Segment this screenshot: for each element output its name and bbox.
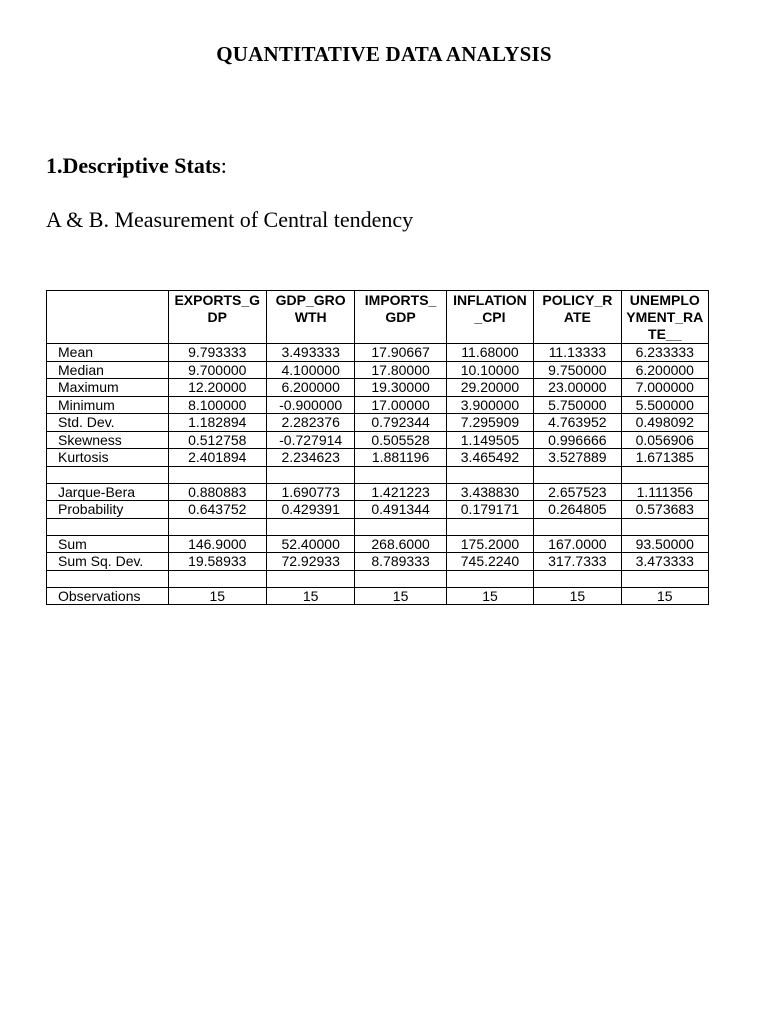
table-cell: 0.792344 [355, 414, 446, 432]
column-header [47, 291, 169, 344]
table-cell: 15 [621, 587, 708, 605]
table-cell: 268.6000 [355, 535, 446, 553]
table-row [47, 431, 709, 449]
table-cell: 9.750000 [534, 361, 621, 379]
table-cell [534, 466, 621, 483]
table-cell: 5.750000 [534, 396, 621, 414]
row-label: Probability [47, 501, 169, 519]
table-cell [534, 570, 621, 587]
table-cell [168, 518, 266, 535]
table-cell: 0.573683 [621, 501, 708, 519]
table-cell: 0.505528 [355, 431, 446, 449]
table-cell [168, 570, 266, 587]
table-body [47, 344, 709, 605]
column-header: UNEMPLOYMENT_RATE__ [621, 291, 708, 344]
table-row [47, 449, 709, 467]
row-label: Std. Dev. [47, 414, 169, 432]
table-cell: 167.0000 [534, 535, 621, 553]
table-cell [621, 518, 708, 535]
table-cell: 4.100000 [266, 361, 354, 379]
table-cell: 146.9000 [168, 535, 266, 553]
page-title: QUANTITATIVE DATA ANALYSIS [216, 42, 552, 66]
table-cell: 29.20000 [446, 379, 533, 397]
table-cell: 1.182894 [168, 414, 266, 432]
table-cell: 317.7333 [534, 553, 621, 571]
row-label: Sum Sq. Dev. [47, 553, 169, 571]
table-cell [355, 570, 446, 587]
row-label: Mean [47, 344, 169, 362]
table-row [47, 553, 709, 571]
table-cell: 3.493333 [266, 344, 354, 362]
table-cell: 0.179171 [446, 501, 533, 519]
table-cell: 2.401894 [168, 449, 266, 467]
table-cell: 6.200000 [621, 361, 708, 379]
column-header: IMPORTS_GDP [355, 291, 446, 344]
table-cell: 15 [534, 587, 621, 605]
table-row [47, 535, 709, 553]
table-row [47, 587, 709, 605]
table-cell: 19.58933 [168, 553, 266, 571]
table-cell: 7.295909 [446, 414, 533, 432]
table-cell: 4.763952 [534, 414, 621, 432]
table-cell: 3.438830 [446, 483, 533, 501]
table-cell: 2.234623 [266, 449, 354, 467]
table-cell: 0.264805 [534, 501, 621, 519]
table-row [47, 466, 709, 483]
table-cell: 0.880883 [168, 483, 266, 501]
table-cell [168, 466, 266, 483]
table-cell: 11.13333 [534, 344, 621, 362]
table-cell: 23.00000 [534, 379, 621, 397]
descriptive-stats-table [46, 290, 709, 605]
table-cell: 1.881196 [355, 449, 446, 467]
row-label: Observations [47, 587, 169, 605]
table-header-row [47, 291, 709, 344]
table-cell: 15 [355, 587, 446, 605]
table-cell [266, 570, 354, 587]
table-cell: 0.996666 [534, 431, 621, 449]
table-cell: 0.491344 [355, 501, 446, 519]
row-label: Kurtosis [47, 449, 169, 467]
table-cell: 0.512758 [168, 431, 266, 449]
table-cell: 1.149505 [446, 431, 533, 449]
table-cell: 175.2000 [446, 535, 533, 553]
table-cell: 6.200000 [266, 379, 354, 397]
table-cell: 93.50000 [621, 535, 708, 553]
table-row [47, 483, 709, 501]
table-row [47, 361, 709, 379]
row-label: Sum [47, 535, 169, 553]
table-cell: 6.233333 [621, 344, 708, 362]
section-heading [46, 153, 227, 179]
row-label: Maximum [47, 379, 169, 397]
table-cell [621, 570, 708, 587]
table-row [47, 518, 709, 535]
table-cell: 17.00000 [355, 396, 446, 414]
row-label: Skewness [47, 431, 169, 449]
table-cell: 15 [168, 587, 266, 605]
column-header: EXPORTS_GDP [168, 291, 266, 344]
table-row [47, 344, 709, 362]
table-cell: 5.500000 [621, 396, 708, 414]
table-cell: 0.429391 [266, 501, 354, 519]
table-cell [446, 570, 533, 587]
table-cell [355, 466, 446, 483]
table-cell: 3.473333 [621, 553, 708, 571]
table-cell: 7.000000 [621, 379, 708, 397]
table-cell: 9.793333 [168, 344, 266, 362]
table-cell: 11.68000 [446, 344, 533, 362]
table-cell: 10.10000 [446, 361, 533, 379]
table-cell [534, 518, 621, 535]
table-cell [266, 466, 354, 483]
section-heading-colon: : [220, 153, 227, 178]
table-cell: 15 [266, 587, 354, 605]
table-cell: 0.498092 [621, 414, 708, 432]
table-cell [446, 466, 533, 483]
row-label: Jarque-Bera [47, 483, 169, 501]
table-cell: -0.727914 [266, 431, 354, 449]
table-cell: 3.527889 [534, 449, 621, 467]
table-cell: 0.056906 [621, 431, 708, 449]
column-header: INFLATION_CPI [446, 291, 533, 344]
table-cell: 17.80000 [355, 361, 446, 379]
table-cell: 2.657523 [534, 483, 621, 501]
table-cell: 8.789333 [355, 553, 446, 571]
section-heading-label: 1.Descriptive Stats [46, 153, 221, 178]
table-cell: 3.465492 [446, 449, 533, 467]
table-row [47, 396, 709, 414]
table-cell [355, 518, 446, 535]
table-cell: 1.690773 [266, 483, 354, 501]
table-cell: 1.111356 [621, 483, 708, 501]
table-cell: 15 [446, 587, 533, 605]
column-header: POLICY_RATE [534, 291, 621, 344]
table-cell: 1.671385 [621, 449, 708, 467]
table-cell [621, 466, 708, 483]
table-row [47, 379, 709, 397]
table-cell: 72.92933 [266, 553, 354, 571]
table-cell: 19.30000 [355, 379, 446, 397]
table-row [47, 501, 709, 519]
table-cell: 12.20000 [168, 379, 266, 397]
table-cell: 0.643752 [168, 501, 266, 519]
table-cell: 52.40000 [266, 535, 354, 553]
table-cell: 9.700000 [168, 361, 266, 379]
table-cell [446, 518, 533, 535]
table-cell: 1.421223 [355, 483, 446, 501]
table-cell: -0.900000 [266, 396, 354, 414]
table-row [47, 414, 709, 432]
row-label [47, 518, 169, 535]
column-header: GDP_GROWTH [266, 291, 354, 344]
table-row [47, 570, 709, 587]
table-cell: 745.2240 [446, 553, 533, 571]
table-cell: 3.900000 [446, 396, 533, 414]
row-label: Median [47, 361, 169, 379]
row-label: Minimum [47, 396, 169, 414]
section-subheading: A & B. Measurement of Central tendency [46, 207, 414, 232]
table-cell [266, 518, 354, 535]
row-label [47, 466, 169, 483]
table-cell: 17.90667 [355, 344, 446, 362]
table-cell: 8.100000 [168, 396, 266, 414]
row-label [47, 570, 169, 587]
table-cell: 2.282376 [266, 414, 354, 432]
